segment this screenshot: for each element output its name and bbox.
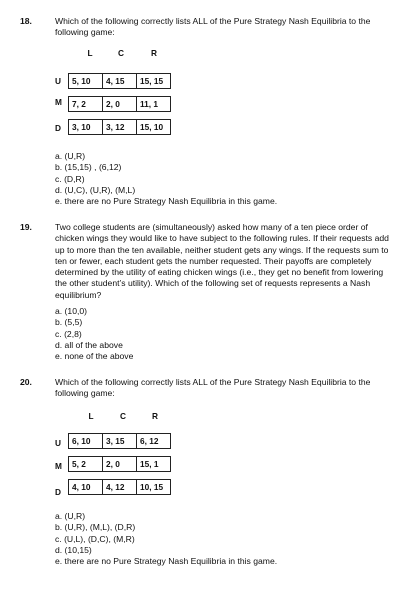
payoff-cell: 15, 15 [137,74,171,89]
option-b: b. (15,15) , (6,12) [55,162,122,173]
payoff-cell: 3, 10 [69,120,103,135]
row-header-d: D [55,487,61,497]
payoff-cell: 2, 0 [103,457,137,472]
col-header-r: R [151,48,157,58]
option-d: d. (10,15) [55,544,92,555]
row-header-m: M [55,461,62,471]
question-number: 20. [20,377,32,387]
question-text: Which of the following correctly lists ALL of the Pure Strategy Nash Equilibria to the following game: [55,16,371,38]
row-header-u: U [55,76,61,86]
payoff-cell: 3, 15 [103,434,137,449]
payoff-cell: 15, 1 [137,457,171,472]
answer-options [55,306,133,362]
option-c: c. (U,L), (D,C), (M,R) [55,533,135,544]
payoff-table [68,433,171,495]
option-c: c. (2,8) [55,328,82,339]
payoff-cell: 6, 12 [137,434,171,449]
payoff-cell: 4, 15 [103,74,137,89]
col-header-c: C [118,48,124,58]
col-header-l: L [87,48,93,58]
question-number: 18. [20,16,32,26]
payoff-cell: 10, 15 [137,480,171,495]
option-e: e. there are no Pure Strategy Nash Equilibria in this game. [55,556,278,567]
payoff-game [55,411,195,511]
row-header-d: D [55,123,61,133]
payoff-cell: 2, 0 [103,97,137,112]
question-number: 19. [20,222,32,232]
table-row [69,74,171,89]
question-text: Which of the following correctly lists ALL of the Pure Strategy Nash Equilibria to the following game: [55,377,371,399]
payoff-cell: 5, 10 [69,74,103,89]
payoff-cell: 7, 2 [69,97,103,112]
answer-options [55,151,277,207]
payoff-cell: 4, 10 [69,480,103,495]
option-e: e. there are no Pure Strategy Nash Equilibria in this game. [55,196,278,207]
payoff-cell: 6, 10 [69,434,103,449]
question-text: Two college students are (simultaneously) asked how many of a ten piece order of chicken wings they would like to have subject to the following rules. If their requests add up to more than the ten available, neither student gets any wings. If the requests sum to ten or fewer, each student gets the number requested. Their payoffs are completely determined by the utility of eating chicken wings (i.e., they get no benefit from lowering the other student’s utility). Which of the following set of requests represents a Nash equilibrium? [55,222,389,300]
option-b: b. (5,5) [55,317,83,328]
payoff-cell: 5, 2 [69,457,103,472]
row-header-u: U [55,438,61,448]
option-d: d. all of the above [55,339,123,350]
answer-options [55,511,277,567]
payoff-cell: 15, 10 [137,120,171,135]
option-a: a. (U,R) [55,511,86,521]
table-row [69,480,171,495]
option-a: a. (U,R) [55,151,86,161]
payoff-cell: 3, 12 [103,120,137,135]
table-row [69,457,171,472]
option-b: b. (U,R), (M,L), (D,R) [55,522,136,533]
col-header-c: C [120,411,126,421]
table-row [69,434,171,449]
option-d: d. (U,C), (U,R), (M,L) [55,184,136,195]
row-header-m: M [55,97,62,107]
payoff-cell: 4, 12 [103,480,137,495]
payoff-game [55,48,195,148]
col-header-l: L [88,411,94,421]
option-e: e. none of the above [55,351,134,362]
payoff-cell: 11, 1 [137,97,171,112]
table-row [69,120,171,135]
col-header-r: R [152,411,158,421]
payoff-table [68,73,171,135]
option-c: c. (D,R) [55,173,85,184]
table-row [69,97,171,112]
option-a: a. (10,0) [55,306,88,316]
